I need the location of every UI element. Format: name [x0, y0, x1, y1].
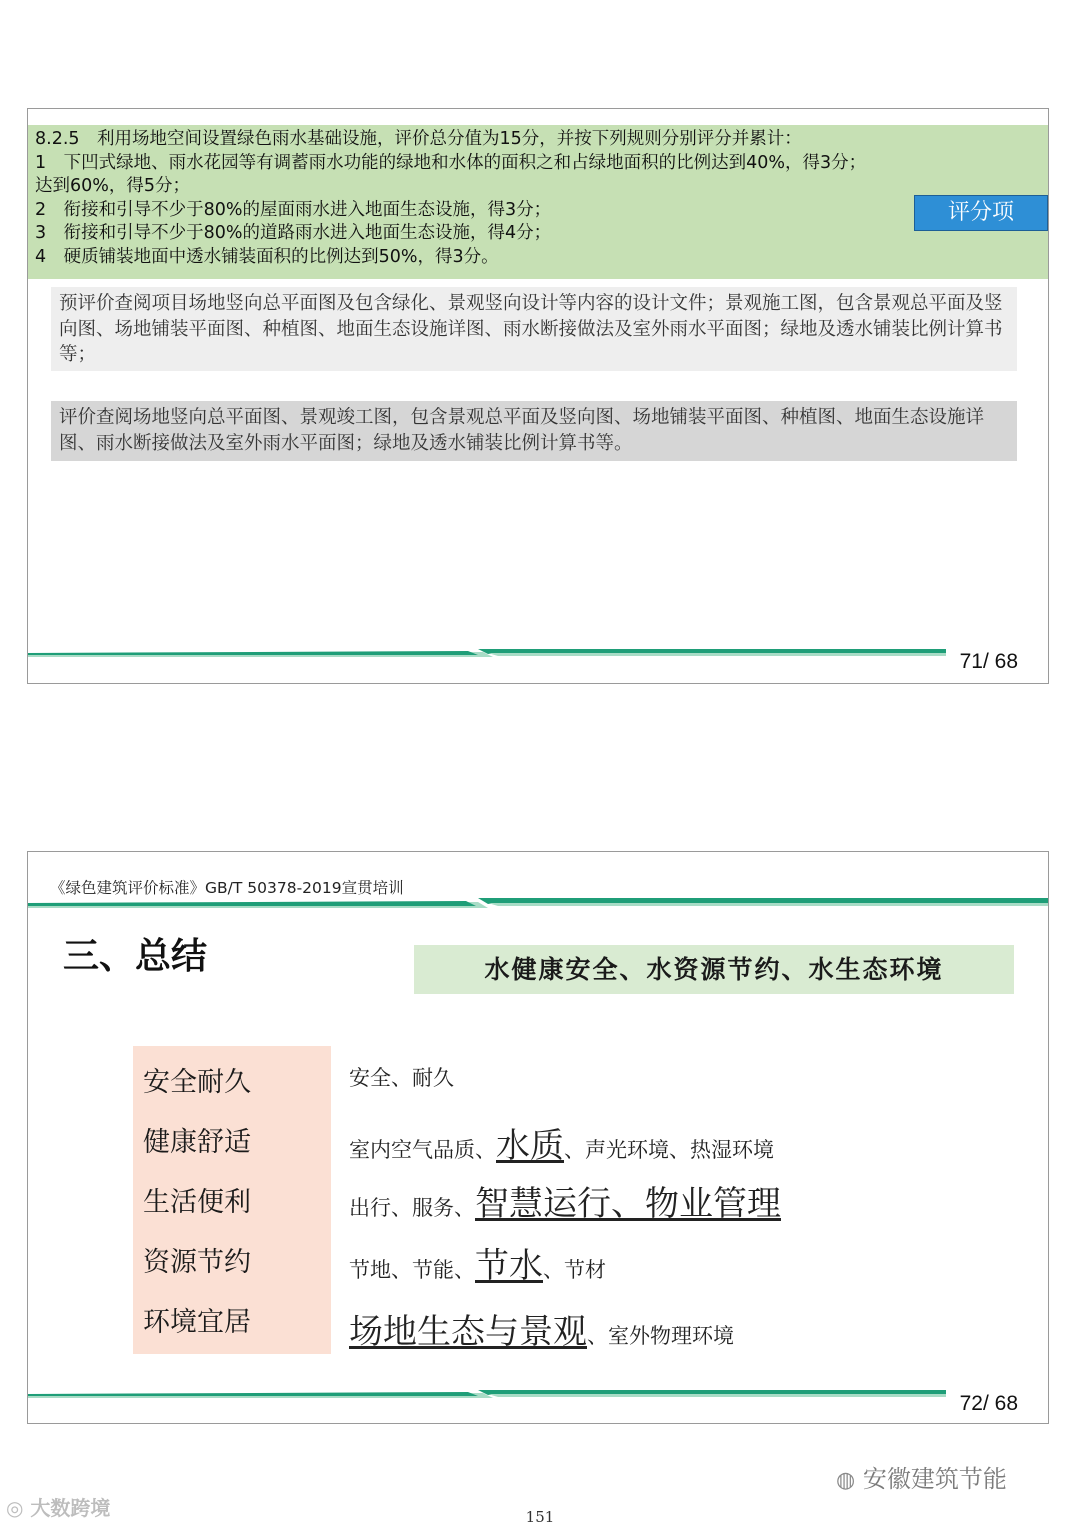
criteria-line: 8.2.5 利用场地空间设置绿色雨水基础设施，评价总分值为15分，并按下列规则分别评分并累计： [35, 129, 802, 149]
site-name: 大数跨境 [30, 1496, 111, 1520]
category-label: 健康舒适 [143, 1127, 251, 1158]
category-description [349, 1304, 734, 1353]
category-label: 环境宜居 [143, 1307, 251, 1338]
criteria-box [28, 125, 1048, 279]
criteria-line: 2 衔接和引导不少于80%的屋面雨水进入地面生态设施，得3分； [35, 199, 552, 220]
criteria-line: 4 硬质铺装地面中透水铺装面积的比例达到50%，得3分。 [35, 246, 499, 267]
description-part: 节地、节能、 [349, 1258, 475, 1282]
description-part: 出行、服务、 [349, 1196, 475, 1220]
criteria-line: 1 下凹式绿地、雨水花园等有调蓄雨水功能的绿地和水体的面积之和占绿地面积的比例达到40%，得3分； [35, 152, 867, 173]
theme-banner: 水健康安全、水资源节约、水生态环境 [414, 945, 1014, 994]
highlight-part: 智慧运行、物业管理 [475, 1184, 781, 1224]
page-number: 71/ 68 [959, 650, 1018, 673]
criteria-line: 3 衔接和引导不少于80%的道路雨水进入地面生态设施，得4分； [35, 223, 552, 243]
slide-72 [27, 851, 1049, 1424]
highlight-part: 节水 [475, 1246, 543, 1286]
description-part: 、室外物理环境 [587, 1324, 734, 1348]
category-label: 资源节约 [143, 1247, 251, 1278]
slide-title: 三、总结 [63, 936, 208, 977]
category-description [349, 1118, 774, 1167]
category-description [349, 1062, 454, 1092]
category-label: 生活便利 [143, 1187, 251, 1218]
account-watermark [836, 1459, 1007, 1494]
slide-71 [27, 108, 1049, 684]
description-part: 、声光环境、热湿环境 [564, 1138, 774, 1162]
highlight-part: 场地生态与景观 [349, 1312, 587, 1352]
header-divider [28, 898, 1048, 908]
criteria-line: 达到60%，得5分； [35, 176, 191, 196]
pre-evaluation-text: 预评价查阅项目场地竖向总平面图及包含绿化、景观竖向设计等内容的设计文件；景观施工图，包含景观总平面及竖向图、场地铺装平面图、种植图、地面生态设施详图、雨水断接做法及室外雨水平面图；绿地及透水铺装比例计算书等； [51, 287, 1017, 371]
logo-icon: ◎ [6, 1496, 24, 1520]
description-part: 室内空气品质、 [349, 1138, 496, 1162]
highlight-part: 水质 [496, 1126, 564, 1166]
category-label: 安全耐久 [143, 1067, 251, 1098]
category-description [349, 1176, 781, 1225]
page-number: 72/ 68 [959, 1392, 1018, 1415]
score-item-tag: 评分项 [914, 195, 1048, 231]
category-description [349, 1238, 606, 1287]
evaluation-text: 评价查阅场地竖向总平面图、景观竣工图，包含景观总平面及竖向图、场地铺装平面图、种植图、地面生态设施详图、雨水断接做法及室外雨水平面图；绿地及透水铺装比例计算书等。 [51, 401, 1017, 461]
document-page-number: 151 [525, 1508, 555, 1526]
account-name: 安徽建筑节能 [862, 1465, 1007, 1493]
footer-divider [28, 649, 978, 657]
wechat-icon: ◍ [836, 1468, 856, 1493]
slide-header: 《绿色建筑评价标准》GB/T 50378-2019宣贯培训 [50, 879, 404, 897]
description-part: 、节材 [543, 1258, 606, 1282]
description-part: 安全、耐久 [349, 1066, 454, 1090]
footer-divider [28, 1390, 978, 1398]
